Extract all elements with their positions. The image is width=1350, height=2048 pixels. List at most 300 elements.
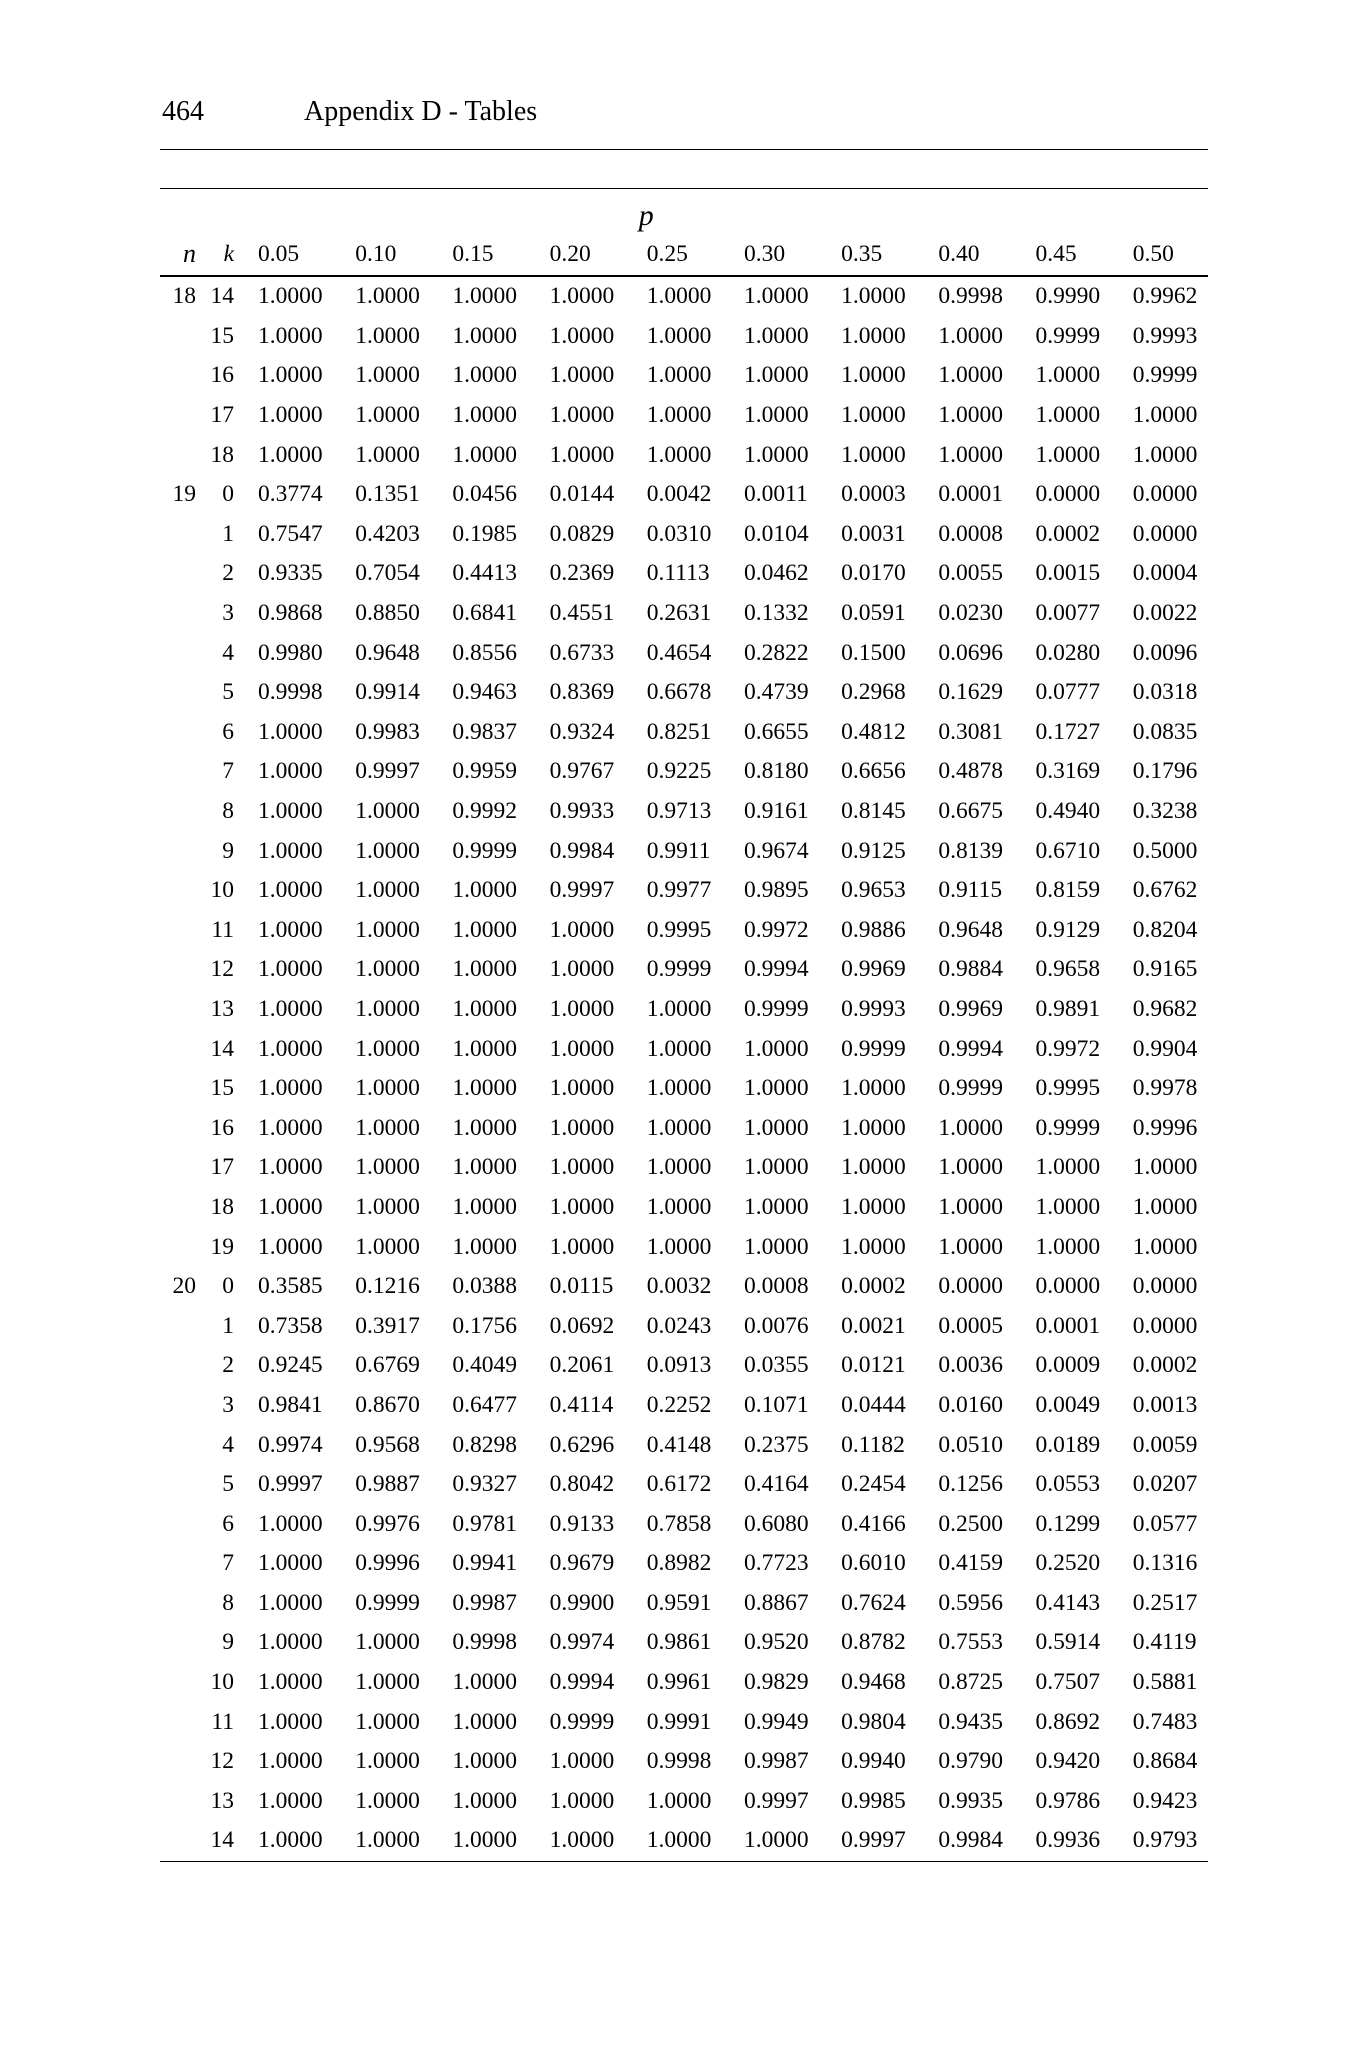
probability-cell: 1.0000 <box>452 877 517 904</box>
probability-cell: 0.9974 <box>258 1431 323 1458</box>
probability-cell: 1.0000 <box>452 1154 517 1181</box>
probability-cell: 0.9949 <box>743 1708 809 1735</box>
probability-cell: 1.0000 <box>333 1821 430 1861</box>
k-cell: 0 <box>222 1273 234 1300</box>
probability-cell: 1.0000 <box>1132 1193 1198 1220</box>
probability-cell: 0.0553 <box>1035 1471 1101 1498</box>
probability-cell: 0.6675 <box>938 798 1003 825</box>
p-column-header: 0.50 <box>1111 233 1208 276</box>
probability-cell: 0.9520 <box>743 1629 809 1656</box>
probability-cell: 0.9837 <box>452 718 517 745</box>
probability-cell: 1.0000 <box>646 1233 712 1260</box>
k-cell: 5 <box>222 1471 234 1498</box>
probability-cell: 1.0000 <box>258 837 323 864</box>
probability-cell: 1.0000 <box>258 718 323 745</box>
probability-cell: 0.8867 <box>743 1589 809 1616</box>
probability-cell: 0.6656 <box>841 758 906 785</box>
probability-cell: 0.9999 <box>1035 1114 1101 1141</box>
table-row <box>160 673 1208 713</box>
probability-cell: 1.0000 <box>452 283 517 310</box>
probability-cell: 0.9997 <box>355 758 420 785</box>
probability-cell: 0.0207 <box>1132 1471 1198 1498</box>
probability-cell: 0.9648 <box>938 916 1003 943</box>
p-column-header: 0.35 <box>819 233 916 276</box>
probability-cell: 0.9997 <box>549 877 615 904</box>
n-cell <box>160 1029 202 1069</box>
probability-cell: 0.0388 <box>452 1273 517 1300</box>
probability-cell: 0.1182 <box>841 1431 905 1458</box>
k-cell: 16 <box>210 362 234 389</box>
probability-cell: 0.9984 <box>916 1821 1013 1861</box>
probability-cell: 0.9781 <box>452 1510 517 1537</box>
n-cell <box>160 1702 202 1742</box>
probability-cell: 0.4413 <box>452 560 517 587</box>
table-row <box>160 1584 1208 1624</box>
p-column-header: 0.10 <box>333 233 430 276</box>
page-number: 464 <box>162 96 204 127</box>
probability-cell: 0.8145 <box>841 798 906 825</box>
probability-cell: 0.9974 <box>549 1629 615 1656</box>
probability-cell: 0.0036 <box>938 1352 1003 1379</box>
probability-cell: 0.0076 <box>743 1312 809 1339</box>
probability-cell: 0.0829 <box>549 520 615 547</box>
p-symbol: p <box>638 199 654 232</box>
probability-cell: 0.9999 <box>1035 322 1101 349</box>
probability-cell: 0.9987 <box>743 1748 809 1775</box>
probability-cell: 0.0591 <box>841 600 906 627</box>
probability-cell: 0.0170 <box>841 560 906 587</box>
probability-cell: 1.0000 <box>841 1193 906 1220</box>
probability-cell: 1.0000 <box>841 1075 906 1102</box>
probability-cell: 1.0000 <box>355 1075 420 1102</box>
probability-cell: 0.1756 <box>452 1312 517 1339</box>
table-row <box>160 356 1208 396</box>
probability-cell: 0.9324 <box>549 718 615 745</box>
probability-cell: 0.9993 <box>1132 322 1198 349</box>
n-cell <box>160 1346 202 1386</box>
probability-cell: 0.9990 <box>1035 283 1101 310</box>
probability-cell: 0.0013 <box>1132 1391 1198 1418</box>
n-cell <box>160 1148 202 1188</box>
probability-cell: 0.7507 <box>1035 1669 1101 1696</box>
probability-cell: 1.0000 <box>258 402 323 429</box>
probability-cell: 1.0000 <box>549 362 615 389</box>
probability-cell: 0.9999 <box>646 956 712 983</box>
n-cell <box>160 1782 202 1822</box>
probability-cell: 1.0000 <box>841 283 906 310</box>
k-cell: 7 <box>222 1550 234 1577</box>
probability-cell: 0.0913 <box>646 1352 712 1379</box>
probability-cell: 0.0002 <box>841 1273 906 1300</box>
k-cell: 11 <box>211 1708 234 1735</box>
probability-cell: 0.9911 <box>646 837 711 864</box>
probability-cell: 1.0000 <box>452 1787 517 1814</box>
probability-cell: 0.0021 <box>841 1312 906 1339</box>
probability-cell: 0.9658 <box>1035 956 1101 983</box>
probability-cell: 0.9861 <box>646 1629 712 1656</box>
probability-cell: 1.0000 <box>841 1114 906 1141</box>
probability-cell: 0.9125 <box>841 837 906 864</box>
probability-cell: 1.0000 <box>355 1035 420 1062</box>
p-column-header: 0.20 <box>528 233 625 276</box>
n-cell <box>160 752 202 792</box>
probability-cell: 0.0077 <box>1035 600 1101 627</box>
probability-cell: 0.0000 <box>938 1273 1003 1300</box>
probability-cell: 0.4159 <box>938 1550 1003 1577</box>
probability-cell: 0.9962 <box>1132 283 1198 310</box>
table-row <box>160 317 1208 357</box>
probability-cell: 0.9887 <box>355 1471 420 1498</box>
probability-cell: 1.0000 <box>355 322 420 349</box>
table-row <box>160 1702 1208 1742</box>
probability-cell: 0.0355 <box>743 1352 809 1379</box>
probability-cell: 0.4166 <box>841 1510 906 1537</box>
probability-cell: 1.0000 <box>355 1669 420 1696</box>
probability-cell: 0.4114 <box>549 1391 614 1418</box>
probability-cell: 0.9674 <box>743 837 809 864</box>
probability-cell: 1.0000 <box>1035 402 1101 429</box>
probability-cell: 1.0000 <box>549 916 615 943</box>
probability-cell: 0.8139 <box>938 837 1003 864</box>
probability-cell: 0.8670 <box>355 1391 420 1418</box>
probability-cell: 0.0022 <box>1132 600 1198 627</box>
probability-cell: 1.0000 <box>646 1193 712 1220</box>
k-cell: 12 <box>210 956 234 983</box>
binomial-table-container <box>160 188 1208 1862</box>
probability-cell: 1.0000 <box>258 758 323 785</box>
n-cell <box>160 792 202 832</box>
table-row <box>160 1029 1208 1069</box>
probability-cell: 1.0000 <box>646 402 712 429</box>
p-column-header: 0.05 <box>236 233 333 276</box>
probability-cell: 1.0000 <box>743 1114 809 1141</box>
table-row <box>160 1623 1208 1663</box>
probability-cell: 1.0000 <box>646 362 712 389</box>
probability-cell: 0.3081 <box>938 718 1003 745</box>
probability-cell: 1.0000 <box>355 1629 420 1656</box>
probability-cell: 0.9423 <box>1132 1787 1198 1814</box>
probability-cell: 1.0000 <box>452 995 517 1022</box>
probability-cell: 0.3917 <box>355 1312 420 1339</box>
probability-cell: 0.9999 <box>938 1075 1003 1102</box>
k-cell: 0 <box>222 481 234 508</box>
n-cell <box>160 1227 202 1267</box>
probability-cell: 0.0115 <box>549 1273 614 1300</box>
running-title: Appendix D - Tables <box>304 96 538 127</box>
table-row <box>160 633 1208 673</box>
probability-cell: 0.0001 <box>1035 1312 1101 1339</box>
n-cell <box>160 554 202 594</box>
probability-cell: 1.0000 <box>355 995 420 1022</box>
n-cell <box>160 1188 202 1228</box>
probability-cell: 0.4143 <box>1035 1589 1101 1616</box>
probability-cell: 0.9961 <box>646 1669 712 1696</box>
n-cell <box>160 911 202 951</box>
probability-cell: 1.0000 <box>258 1075 323 1102</box>
k-cell: 18 <box>210 441 234 468</box>
probability-cell: 0.0835 <box>1132 718 1198 745</box>
n-cell <box>160 871 202 911</box>
probability-cell: 1.0000 <box>646 322 712 349</box>
probability-cell: 1.0000 <box>258 798 323 825</box>
n-cell: 20 <box>172 1273 196 1300</box>
probability-cell: 0.9987 <box>452 1589 517 1616</box>
probability-cell: 0.4654 <box>646 639 712 666</box>
probability-cell: 0.9129 <box>1035 916 1101 943</box>
probability-cell: 1.0000 <box>258 995 323 1022</box>
probability-cell: 0.6655 <box>743 718 809 745</box>
probability-cell: 0.0055 <box>938 560 1003 587</box>
probability-cell: 0.1113 <box>646 560 710 587</box>
probability-cell: 1.0000 <box>646 1075 712 1102</box>
probability-cell: 1.0000 <box>355 1233 420 1260</box>
probability-cell: 1.0000 <box>938 402 1003 429</box>
probability-cell: 1.0000 <box>355 877 420 904</box>
p-symbol-cell <box>625 189 722 234</box>
table-row <box>160 1306 1208 1346</box>
probability-cell: 0.2375 <box>743 1431 809 1458</box>
probability-cell: 1.0000 <box>355 1154 420 1181</box>
probability-cell: 0.2968 <box>841 679 906 706</box>
probability-cell: 1.0000 <box>355 441 420 468</box>
probability-cell: 0.6172 <box>646 1471 712 1498</box>
probability-cell: 1.0000 <box>258 1233 323 1260</box>
probability-cell: 1.0000 <box>258 877 323 904</box>
probability-cell: 1.0000 <box>258 441 323 468</box>
probability-cell: 0.9969 <box>938 995 1003 1022</box>
k-column-header: k <box>202 233 236 276</box>
probability-cell: 0.9904 <box>1132 1035 1198 1062</box>
probability-cell: 1.0000 <box>743 362 809 389</box>
probability-cell: 0.8725 <box>938 1669 1003 1696</box>
probability-cell: 1.0000 <box>258 1669 323 1696</box>
k-cell: 14 <box>202 1821 236 1861</box>
probability-cell: 0.0003 <box>841 481 906 508</box>
probability-cell: 0.0002 <box>1132 1352 1198 1379</box>
probability-cell: 0.9995 <box>646 916 712 943</box>
table-row <box>160 1663 1208 1703</box>
probability-cell: 0.5881 <box>1132 1669 1198 1696</box>
k-cell: 10 <box>210 877 234 904</box>
probability-cell: 0.4203 <box>355 520 420 547</box>
probability-cell: 0.9999 <box>743 995 809 1022</box>
probability-cell: 0.2454 <box>841 1471 906 1498</box>
probability-cell: 1.0000 <box>355 402 420 429</box>
probability-cell: 1.0000 <box>549 322 615 349</box>
n-cell <box>160 713 202 753</box>
table-row <box>160 990 1208 1030</box>
probability-cell: 0.9886 <box>841 916 906 943</box>
probability-cell: 0.9997 <box>819 1821 916 1861</box>
probability-cell: 0.0096 <box>1132 639 1198 666</box>
table-row <box>160 1742 1208 1782</box>
probability-cell: 0.0160 <box>938 1391 1003 1418</box>
probability-cell: 0.9999 <box>841 1035 906 1062</box>
probability-cell: 0.8042 <box>549 1471 615 1498</box>
probability-cell: 1.0000 <box>452 1035 517 1062</box>
probability-cell: 0.4739 <box>743 679 809 706</box>
probability-cell: 1.0000 <box>258 1550 323 1577</box>
k-cell: 3 <box>222 600 234 627</box>
n-cell <box>160 1504 202 1544</box>
probability-cell: 0.0000 <box>1132 1312 1198 1339</box>
probability-cell: 0.3774 <box>258 481 323 508</box>
n-cell <box>160 1742 202 1782</box>
table-row <box>160 1148 1208 1188</box>
p-column-header: 0.40 <box>916 233 1013 276</box>
probability-cell: 1.0000 <box>258 1035 323 1062</box>
k-cell: 13 <box>210 995 234 1022</box>
probability-cell: 0.0015 <box>1035 560 1101 587</box>
probability-cell: 1.0000 <box>646 1035 712 1062</box>
n-cell <box>160 1069 202 1109</box>
k-cell: 1 <box>222 520 234 547</box>
probability-cell: 0.8684 <box>1132 1748 1198 1775</box>
k-cell: 13 <box>210 1787 234 1814</box>
probability-cell: 0.9994 <box>549 1669 615 1696</box>
probability-cell: 1.0000 <box>258 1748 323 1775</box>
probability-cell: 1.0000 <box>355 1787 420 1814</box>
probability-cell: 0.9983 <box>355 718 420 745</box>
probability-cell: 0.9591 <box>646 1589 712 1616</box>
probability-cell: 1.0000 <box>549 441 615 468</box>
k-cell: 5 <box>222 679 234 706</box>
probability-cell: 0.1500 <box>841 639 906 666</box>
probability-cell: 0.0001 <box>938 481 1003 508</box>
probability-cell: 1.0000 <box>938 1193 1003 1220</box>
probability-cell: 0.9682 <box>1132 995 1198 1022</box>
probability-cell: 1.0000 <box>743 1075 809 1102</box>
probability-cell: 1.0000 <box>549 1075 615 1102</box>
probability-cell: 0.9998 <box>258 679 323 706</box>
probability-cell: 0.9959 <box>452 758 517 785</box>
n-cell <box>160 594 202 634</box>
table-row <box>160 1069 1208 1109</box>
probability-cell: 0.1299 <box>1035 1510 1101 1537</box>
n-cell <box>160 1544 202 1584</box>
probability-cell: 1.0000 <box>258 1193 323 1220</box>
probability-cell: 1.0000 <box>1132 1154 1198 1181</box>
probability-cell: 1.0000 <box>1132 402 1198 429</box>
probability-cell: 0.1332 <box>743 600 809 627</box>
probability-cell: 0.9435 <box>938 1708 1003 1735</box>
probability-cell: 1.0000 <box>452 916 517 943</box>
probability-cell: 0.0000 <box>1132 1273 1198 1300</box>
table-row <box>160 713 1208 753</box>
probability-cell: 0.9984 <box>549 837 615 864</box>
probability-cell: 0.2061 <box>549 1352 615 1379</box>
probability-cell: 1.0000 <box>452 362 517 389</box>
k-cell: 9 <box>222 1629 234 1656</box>
k-cell: 10 <box>210 1669 234 1696</box>
probability-cell: 1.0000 <box>452 1193 517 1220</box>
probability-cell: 0.0243 <box>646 1312 712 1339</box>
probability-cell: 0.9999 <box>452 837 517 864</box>
probability-cell: 0.9995 <box>1035 1075 1101 1102</box>
n-cell <box>160 1425 202 1465</box>
probability-cell: 0.9972 <box>743 916 809 943</box>
probability-cell: 1.0000 <box>430 1821 527 1861</box>
p-symbol-row <box>160 189 1208 234</box>
probability-cell: 0.9786 <box>1035 1787 1101 1814</box>
probability-cell: 1.0000 <box>743 441 809 468</box>
probability-cell: 0.6710 <box>1035 837 1101 864</box>
probability-cell: 0.0000 <box>1132 481 1198 508</box>
probability-cell: 1.0000 <box>258 1114 323 1141</box>
probability-cell: 1.0000 <box>258 1787 323 1814</box>
probability-cell: 1.0000 <box>743 1193 809 1220</box>
probability-cell: 0.9868 <box>258 600 323 627</box>
probability-cell: 1.0000 <box>355 1193 420 1220</box>
k-cell: 19 <box>210 1233 234 1260</box>
probability-cell: 0.9767 <box>549 758 615 785</box>
table-row <box>160 515 1208 555</box>
probability-cell: 0.9841 <box>258 1391 323 1418</box>
probability-cell: 0.9935 <box>938 1787 1003 1814</box>
probability-cell: 0.0144 <box>549 481 615 508</box>
probability-cell: 1.0000 <box>646 441 712 468</box>
probability-cell: 0.9941 <box>452 1550 517 1577</box>
k-cell: 6 <box>222 718 234 745</box>
probability-cell: 0.3169 <box>1035 758 1101 785</box>
table-row <box>160 1108 1208 1148</box>
probability-cell: 0.9996 <box>355 1550 420 1577</box>
probability-cell: 0.1316 <box>1132 1550 1198 1577</box>
n-cell <box>160 515 202 555</box>
probability-cell: 1.0000 <box>549 1787 615 1814</box>
probability-cell: 1.0000 <box>452 956 517 983</box>
probability-cell: 0.9972 <box>1035 1035 1101 1062</box>
probability-cell: 0.9115 <box>938 877 1003 904</box>
probability-cell: 0.0000 <box>1132 520 1198 547</box>
probability-cell: 0.9463 <box>452 679 517 706</box>
probability-cell: 1.0000 <box>1035 441 1101 468</box>
probability-cell: 0.9804 <box>841 1708 906 1735</box>
probability-cell: 0.4164 <box>743 1471 809 1498</box>
n-cell <box>160 990 202 1030</box>
probability-cell: 0.5000 <box>1132 837 1198 864</box>
probability-cell: 0.0280 <box>1035 639 1101 666</box>
probability-cell: 0.9994 <box>743 956 809 983</box>
table-row <box>160 1267 1208 1307</box>
probability-cell: 1.0000 <box>841 1154 906 1181</box>
k-cell: 17 <box>210 1154 234 1181</box>
probability-cell: 1.0000 <box>743 322 809 349</box>
n-cell <box>160 1108 202 1148</box>
probability-cell: 0.0121 <box>841 1352 906 1379</box>
probability-cell: 1.0000 <box>1132 1233 1198 1260</box>
probability-cell: 0.2520 <box>1035 1550 1101 1577</box>
table-row <box>160 1386 1208 1426</box>
probability-cell: 0.0696 <box>938 639 1003 666</box>
probability-cell: 1.0000 <box>452 1114 517 1141</box>
k-cell: 18 <box>210 1193 234 1220</box>
n-cell <box>160 1465 202 1505</box>
probability-cell: 1.0000 <box>355 837 420 864</box>
probability-cell: 0.0104 <box>743 520 809 547</box>
probability-cell: 0.9161 <box>743 798 809 825</box>
table-row <box>160 1188 1208 1228</box>
probability-cell: 0.9991 <box>646 1708 712 1735</box>
probability-cell: 0.1351 <box>355 481 420 508</box>
probability-cell: 0.3238 <box>1132 798 1198 825</box>
probability-cell: 1.0000 <box>841 362 906 389</box>
table-row <box>160 554 1208 594</box>
k-cell: 4 <box>222 639 234 666</box>
k-cell: 12 <box>210 1748 234 1775</box>
n-cell <box>160 673 202 713</box>
probability-cell: 1.0000 <box>938 322 1003 349</box>
